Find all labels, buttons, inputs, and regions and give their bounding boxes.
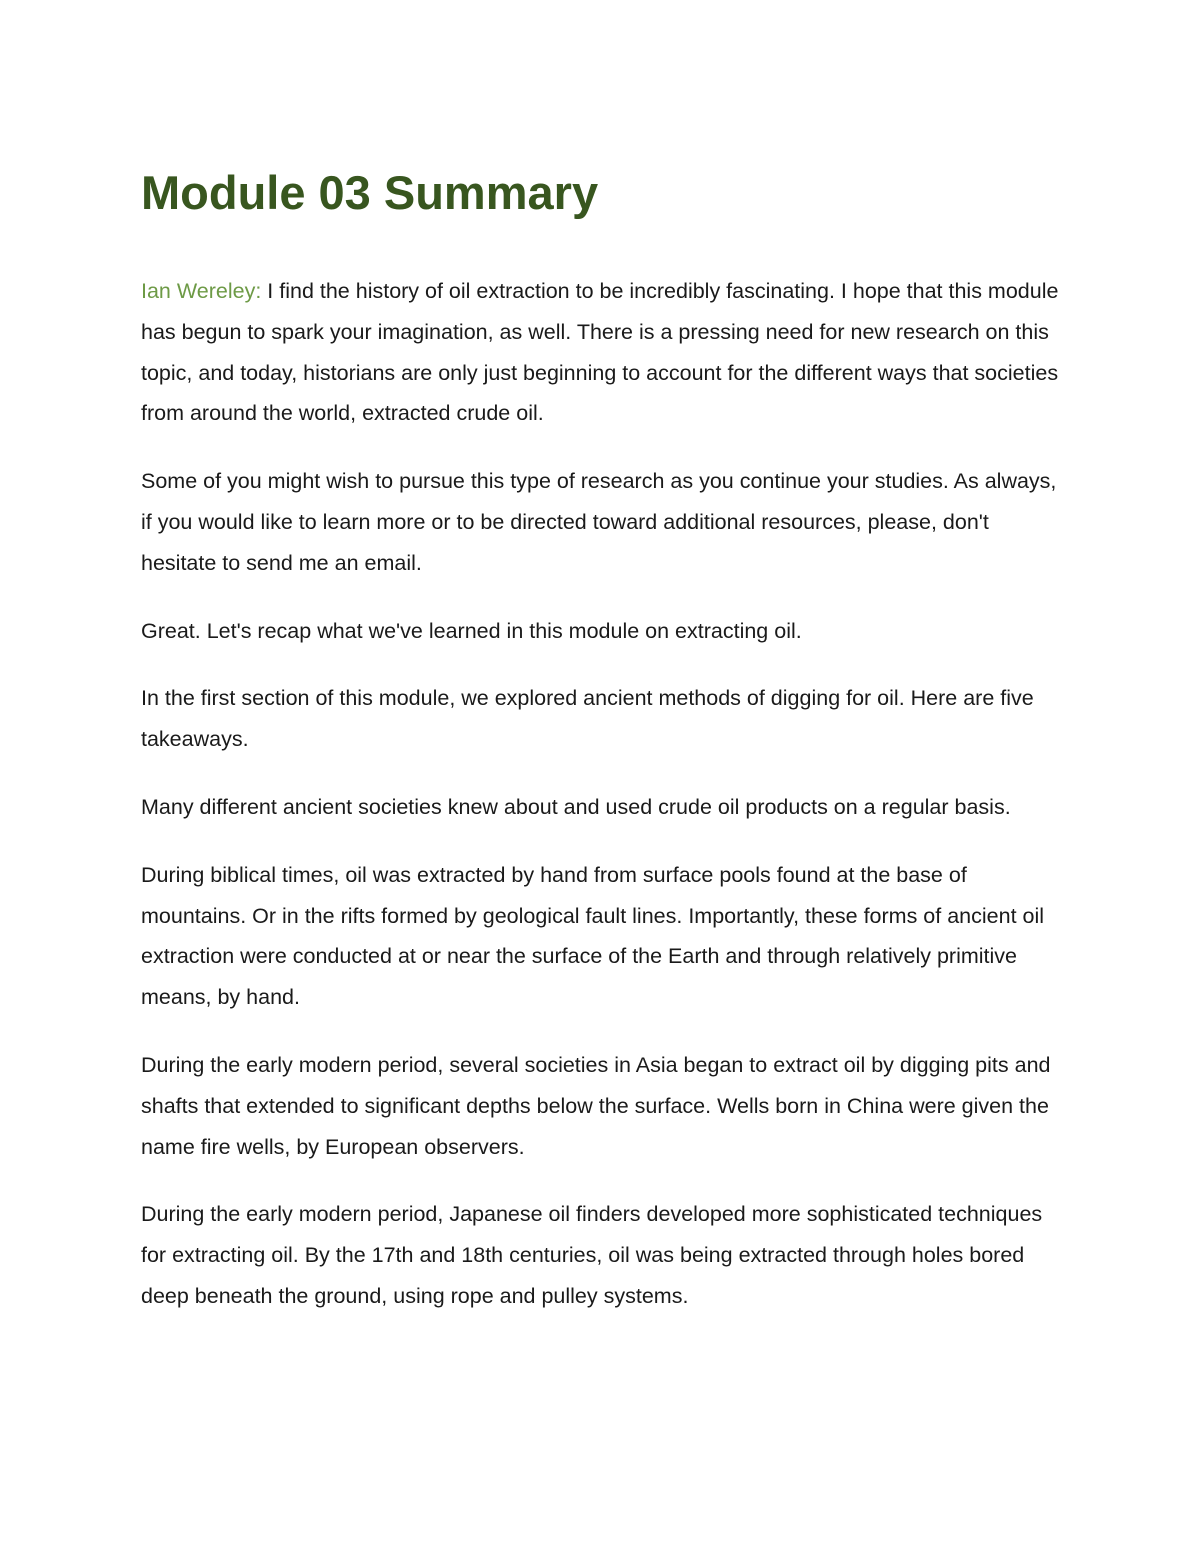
paragraph-recap: Great. Let's recap what we've learned in this module on extracting oil. — [141, 618, 802, 643]
page-title: Module 03 Summary — [141, 166, 599, 219]
paragraph-research: Some of you might wish to pursue this type of research as you continue your studies. As always, if you would like to learn more or to be directed toward additional resources, please, don't hesitate to send me an email. — [141, 469, 1057, 575]
intro-paragraph — [141, 271, 1066, 434]
paragraph-japanese-oil: During the early modern period, Japanese oil finders developed more sophisticated techniques for extracting oil. By the 17th and 18th centuries, oil was being extracted through holes bored deep beneath the ground, using rope and pulley systems. — [141, 1202, 1043, 1308]
paragraph-first-section: In the first section of this module, we explored ancient methods of digging for oil. Here are five takeaways. — [141, 686, 1034, 752]
paragraph-asia-wells: During the early modern period, several societies in Asia began to extract oil by digging pits and shafts that extended to significant depths below the surface. Wells born in China were given the name fire wells, by European observers. — [141, 1052, 1051, 1159]
paragraph-biblical-times: During biblical times, oil was extracted by hand from surface pools found at the base of mountains. Or in the rifts formed by geological fault lines. Importantly, these forms of ancient oil extraction were conducted at or near the surface of the Earth and through relatively primitive means, by hand. — [141, 862, 1045, 1010]
paragraph-ancient-societies: Many different ancient societies knew about and used crude oil products on a regular basis. — [141, 794, 1011, 819]
speaker-name: Ian Wereley: — [141, 279, 262, 303]
intro-text: I find the history of oil extraction to be incredibly fascinating. I hope that this module has begun to spark your imagination, as well. There is a pressing need for new research on this topic, and today, historians are only just beginning to account for the different ways that societies from around the world, extracted crude oil. — [141, 279, 1059, 426]
document-body — [141, 271, 1066, 1344]
